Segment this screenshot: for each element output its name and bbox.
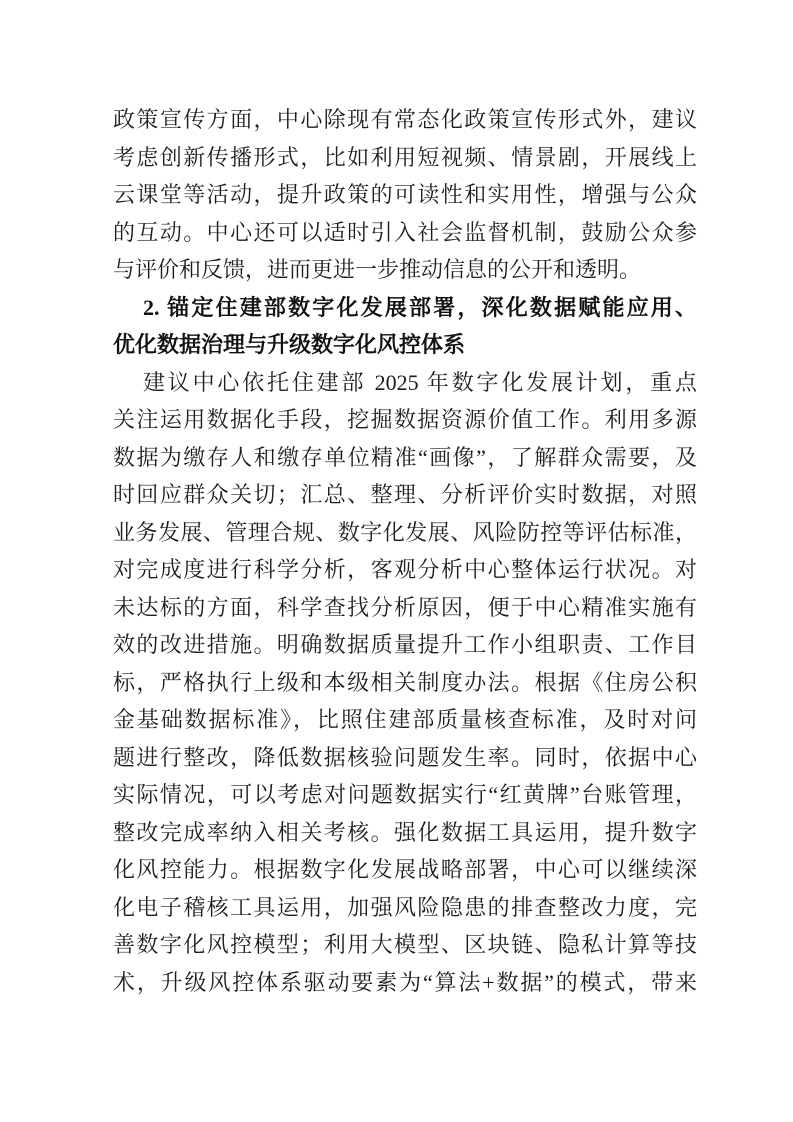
text-line: 金基础数据标准》，比照住建部质量核查标准，及时对问: [113, 707, 697, 732]
text-line: 云课堂等活动，提升政策的可读性和实用性，增强与公众: [113, 182, 697, 207]
text-line: 对完成度进行科学分析，客观分析中心整体运行状况。对: [113, 557, 697, 582]
text-line: 数据为缴存人和缴存单位精准“画像”，了解群众需要，及: [113, 444, 697, 470]
text-line: 2. 锚定住建部数字化发展部署，深化数据赋能应用、: [143, 294, 697, 320]
text-line: 整改完成率纳入相关考核。强化数据工具运用，提升数字: [113, 819, 697, 845]
text-line: 效的改进措施。明确数据质量提升工作小组职责、工作目: [113, 632, 697, 657]
text-line: 术，升级风控体系驱动要素为“算法+数据”的模式，带来: [113, 969, 697, 995]
text-line: 善数字化风控模型；利用大模型、区块链、隐私计算等技: [113, 932, 697, 957]
text-line: 优化数据治理与升级数字化风控体系: [113, 332, 466, 357]
text-line: 化风控能力。根据数字化发展战略部署，中心可以继续深: [113, 857, 697, 882]
heading-section-2: [113, 289, 697, 364]
text-line: 实际情况，可以考虑对问题数据实行“红黄牌”台账管理，: [113, 782, 697, 807]
text-line: 考虑创新传播形式，比如利用短视频、情景剧，开展线上: [113, 144, 697, 170]
text-line: 化电子稽核工具运用，加强风险隐患的排查整改力度，完: [113, 894, 697, 920]
text-line: 时回应群众关切；汇总、整理、分析评价实时数据，对照: [113, 482, 697, 507]
text-block: [113, 101, 697, 1001]
text-line: 题进行整改，降低数据核验问题发生率。同时，依据中心: [113, 744, 697, 770]
paragraph-policy-promotion: [113, 101, 697, 289]
text-line: 的互动。中心还可以适时引入社会监督机制，鼓励公众参: [113, 219, 697, 245]
text-line: 标，严格执行上级和本级相关制度办法。根据《住房公积: [113, 669, 697, 695]
text-line: 关注运用数据化手段，挖掘数据资源价值工作。利用多源: [113, 407, 697, 432]
text-line: 建议中心依托住建部 2025 年数字化发展计划，重点: [143, 369, 697, 395]
text-line: 与评价和反馈，进而更进一步推动信息的公开和透明。: [113, 257, 642, 282]
text-line: 政策宣传方面，中心除现有常态化政策宣传形式外，建议: [113, 107, 697, 132]
text-line: 业务发展、管理合规、数字化发展、风险防控等评估标准，: [113, 519, 697, 545]
text-line: 未达标的方面，科学查找分析原因，便于中心精准实施有: [113, 594, 697, 620]
paragraph-data-governance: [113, 364, 697, 1002]
